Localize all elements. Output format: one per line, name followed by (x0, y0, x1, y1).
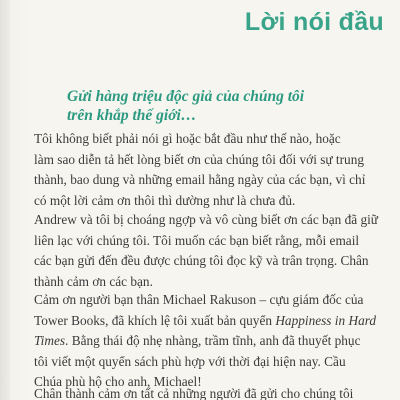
subtitle-line: Gửi hàng triệu độc giả của chúng tôi (67, 88, 305, 105)
chapter-title: Lời nói đầu (244, 8, 384, 36)
text-line: các bạn gửi đến đều được chúng tôi đọc kỹ và trân trọng. Chân (34, 253, 369, 268)
text-line: Tôi không biết phải nói gì hoặc bắt đầu như thế nào, hoặc (34, 131, 341, 146)
text-line: có một lời cảm ơn thôi thì dường như là chưa đủ. (34, 192, 296, 208)
text-line: thành cảm ơn các bạn. (34, 273, 153, 289)
text-line: Cảm ơn người bạn thân Michael Rakuson – cựu giám đốc của (34, 292, 364, 307)
text-segment: . Bằng thái độ nhẹ nhàng, trầm tĩnh, anh đã thuyết phục (65, 333, 361, 348)
text-line: liên lạc với chúng tôi. Tôi muốn các bạn biết rằng, mỗi email (34, 232, 360, 248)
text-line (34, 331, 394, 352)
paragraph-3 (34, 290, 394, 393)
text-line: tôi viết một quyển sách phù hợp với thời đại hiện nay. Cầu (34, 353, 346, 369)
text-segment: Tower Books, đã khích lệ tôi xuất bản quyển (34, 312, 276, 328)
paragraph-2 (34, 210, 394, 292)
text-line: Chúa phù hộ cho anh, Michael! (34, 374, 202, 389)
text-line: làm sao diễn tả hết lòng biết ơn của chúng tôi đối với sự trung (34, 151, 364, 167)
subtitle-line: trên khắp thế giới… (67, 107, 197, 124)
text-line: Chân thành cảm ơn tất cả những người đã gửi cho chúng tôi (34, 386, 354, 400)
text-line: Andrew và tôi bị choáng ngợp và vô cùng biết ơn các bạn đã giữ (34, 212, 378, 227)
paragraph-4 (34, 384, 394, 400)
text-line (34, 311, 394, 332)
dedication-subtitle (67, 87, 367, 125)
paragraph-1 (34, 129, 394, 211)
text-line: thành, bao dung và những email hằng ngày của các bạn, vì chỉ (34, 172, 366, 187)
page-gutter (0, 0, 10, 400)
book-title-italic: Times (34, 333, 66, 348)
book-title-italic: Happiness in Hard (275, 312, 377, 328)
